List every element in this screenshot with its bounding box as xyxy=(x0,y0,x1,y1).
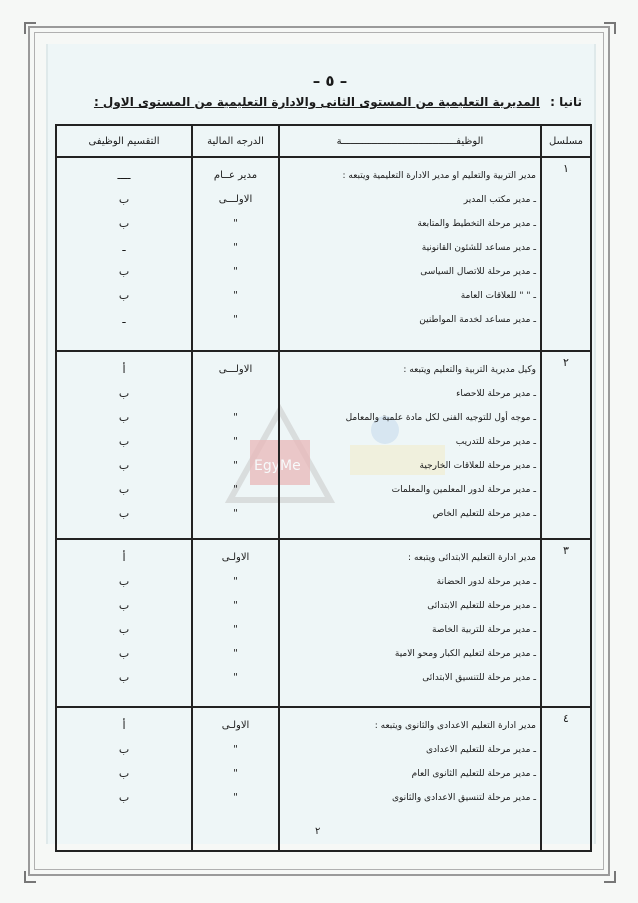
job-title: ـ مدير مرحلة للتعليم الابتدائى xyxy=(427,601,536,611)
classification-value: ب xyxy=(118,647,130,660)
grade-value: الاولـــى xyxy=(218,194,253,205)
classification-value: ب xyxy=(118,791,130,804)
grade-value: " xyxy=(233,460,238,471)
frame-corner xyxy=(24,22,36,34)
classification-value: ب xyxy=(118,671,130,684)
header-job: الوظيفـــــــــــــــــــــــــــــــــــــــة xyxy=(279,125,541,157)
job-title: مدير ادارة التعليم الاعدادى والثانوى ويتبعه : xyxy=(374,721,536,731)
table-row xyxy=(56,351,591,539)
grade-cell xyxy=(192,707,279,851)
job-title: ـ مدير مرحلة لتنسيق الاعدادى والثانوى xyxy=(391,793,536,803)
classification-value: ب xyxy=(118,623,130,636)
classification-value: ب xyxy=(118,743,130,756)
job-title: ـ مدير مرحلة للتعليم الخاص xyxy=(432,509,536,519)
job-title: ـ مدير مرحلة للتنسيق الابتدائى xyxy=(422,673,536,683)
classification-value: ب xyxy=(118,265,130,278)
job-title: ـ مدير مرحلة لدور المعلمين والمعلمات xyxy=(391,485,536,495)
table-row xyxy=(56,707,591,851)
grade-value: " xyxy=(233,484,238,495)
grade-value: " xyxy=(233,744,238,755)
grade-cell xyxy=(192,539,279,707)
grade-value: الاولـــى xyxy=(218,364,253,375)
job-title: ـ مدير مرحلة التخطيط والمتابعة xyxy=(417,219,536,229)
section-heading xyxy=(93,95,582,109)
grade-value: " xyxy=(233,218,238,229)
job-title: ـ " " للعلاقات العامة xyxy=(460,291,536,301)
frame-corner xyxy=(604,871,616,883)
classification-value: ب xyxy=(118,483,130,496)
classification-value: ـ xyxy=(122,313,126,326)
grade-value: الاولـى xyxy=(221,552,250,563)
table-row xyxy=(56,539,591,707)
classification-value: ب xyxy=(118,575,130,588)
job-title: مدير التربية والتعليم او مدير الادارة التعليمية ويتبعه : xyxy=(342,171,536,181)
header-serial: مسلسل xyxy=(541,125,591,157)
grade-value: مدير عــام xyxy=(213,170,258,181)
job-title: وكيل مديرية التربية والتعليم ويتبعه : xyxy=(403,365,536,375)
table-header-row xyxy=(56,125,591,157)
classification-value: ب xyxy=(118,507,130,520)
page-number: – ٥ – xyxy=(312,72,348,90)
job-title: ـ مدير مساعد للشئون القانونية xyxy=(421,243,536,253)
section-index: ثانيا : xyxy=(550,95,582,109)
classification-value: ــــ xyxy=(117,169,131,182)
frame-corner xyxy=(604,22,616,34)
footer-mark: ٢ xyxy=(315,826,321,837)
classification-value: ب xyxy=(118,193,130,206)
jobs-table xyxy=(55,124,592,852)
classification-value: أ xyxy=(122,719,126,732)
classification-value: أ xyxy=(122,363,126,376)
class-cell xyxy=(56,351,192,539)
classification-value: ب xyxy=(118,767,130,780)
classification-value: ب xyxy=(118,435,130,448)
grade-cell xyxy=(192,157,279,351)
class-cell xyxy=(56,157,192,351)
classification-value: ب xyxy=(118,599,130,612)
job-cell xyxy=(279,157,541,351)
grade-value: " xyxy=(233,314,238,325)
section-title: المديرية التعليمية من المستوى الثانى والادارة التعليمية من المستوى الاول : xyxy=(93,95,540,109)
serial-cell: ١ xyxy=(541,157,591,351)
grade-value: " xyxy=(233,792,238,803)
serial-cell: ٤ xyxy=(541,707,591,851)
grade-value: " xyxy=(233,436,238,447)
classification-value: ب xyxy=(118,217,130,230)
job-title: ـ مدير مرحلة للاحصاء xyxy=(456,389,536,399)
grade-value: " xyxy=(233,508,238,519)
grade-value: " xyxy=(233,266,238,277)
grade-value: " xyxy=(233,672,238,683)
grade-value xyxy=(193,382,278,406)
grade-value: " xyxy=(233,576,238,587)
job-title: ـ مدير مرحلة لدور الحضانة xyxy=(436,577,536,587)
table-row xyxy=(56,157,591,351)
watermark-text: EgyMe xyxy=(254,458,301,474)
job-title: ـ مدير مرحلة للتعليم الاعدادى xyxy=(426,745,536,755)
job-cell xyxy=(279,539,541,707)
job-title: ـ مدير مرحلة للتربية الخاصة xyxy=(432,625,536,635)
job-title: ـ مدير مرحلة للاتصال السياسى xyxy=(420,267,536,277)
grade-value: " xyxy=(233,242,238,253)
grade-value: " xyxy=(233,600,238,611)
frame-corner xyxy=(24,871,36,883)
table-body xyxy=(56,157,591,851)
header-grade: الدرجه المالية xyxy=(192,125,279,157)
job-title: ـ مدير مرحلة لتعليم الكبار ومحو الامية xyxy=(394,649,536,659)
grade-value: " xyxy=(233,648,238,659)
job-title: ـ مدير مرحلة للعلاقات الخارجية xyxy=(419,461,536,471)
classification-value: ب xyxy=(118,387,130,400)
job-title: ـ مدير مساعد لخدمة المواطنين xyxy=(419,315,536,325)
job-title: ـ موجه أول للتوجيه الفنى لكل مادة علمية والمعامل xyxy=(345,413,536,423)
serial-cell: ٢ xyxy=(541,351,591,539)
grade-value: " xyxy=(233,624,238,635)
job-title: ـ مدير مرحلة للتعليم الثانوى العام xyxy=(411,769,536,779)
classification-value: ب xyxy=(118,411,130,424)
classification-value: ب xyxy=(118,289,130,302)
grade-cell xyxy=(192,351,279,539)
classification-value: ب xyxy=(118,459,130,472)
serial-cell: ٣ xyxy=(541,539,591,707)
header-classification: التقسيم الوظيفى xyxy=(56,125,192,157)
grade-value: الاولـى xyxy=(221,720,250,731)
class-cell xyxy=(56,539,192,707)
job-cell xyxy=(279,351,541,539)
job-title: ـ مدير مكتب المدير xyxy=(463,195,536,205)
classification-value: ـ xyxy=(122,241,126,254)
classification-value: أ xyxy=(122,551,126,564)
job-title: ـ مدير مرحلة للتدريب xyxy=(455,437,536,447)
grade-value: " xyxy=(233,768,238,779)
job-title: مدير ادارة التعليم الابتدائى ويتبعه : xyxy=(408,553,536,563)
grade-value: " xyxy=(233,290,238,301)
class-cell xyxy=(56,707,192,851)
grade-value: " xyxy=(233,412,238,423)
